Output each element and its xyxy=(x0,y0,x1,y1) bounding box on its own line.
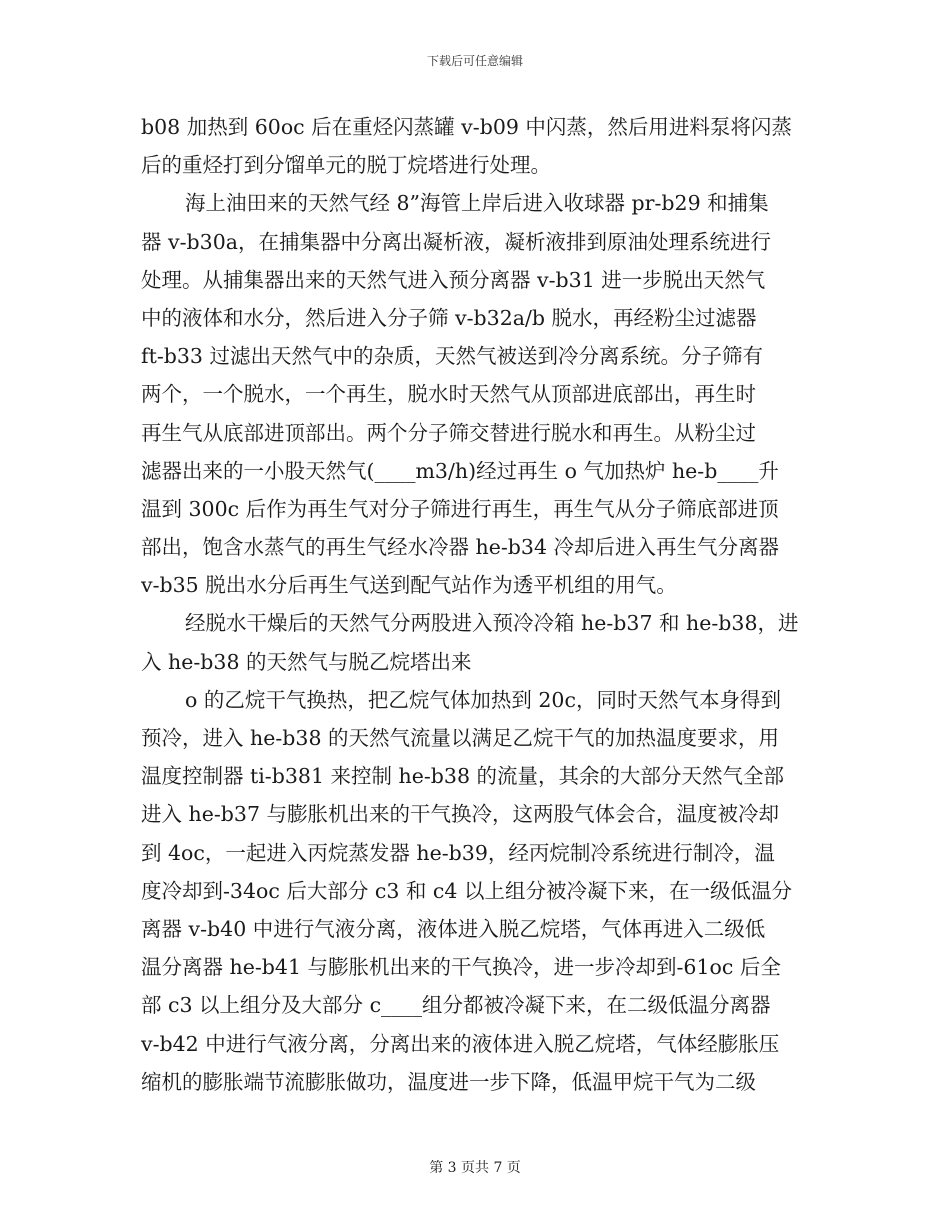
text-line: 度冷却到-34oc 后大部分 c3 和 c4 以上组分被冷凝下来，在一级低温分 xyxy=(141,878,792,903)
text-line: 器 v-b30a，在捕集器中分离出凝析液，凝析液排到原油处理系统进行 xyxy=(141,229,771,254)
text-line: 后的重烃打到分馏单元的脱丁烷塔进行处理。 xyxy=(141,153,551,178)
text-line: v-b35 脱出水分后再生气送到配气站作为透平机组的用气。 xyxy=(141,573,677,598)
text-line: 温到 300c 后作为再生气对分子筛进行再生，再生气从分子筛底部进顶 xyxy=(141,496,779,521)
text-line: b08 加热到 60oc 后在重烃闪蒸罐 v-b09 中闪蒸，然后用进料泵将闪蒸 xyxy=(141,115,792,139)
text-line: 入 he-b38 的天然气与脱乙烷塔出来 xyxy=(141,649,472,674)
text-line: 缩机的膨胀端节流膨胀做功，温度进一步下降，低温甲烷干气为二级 xyxy=(141,1069,756,1094)
text-line: 进入 he-b37 与膨胀机出来的干气换冷，这两股气体会合，温度被冷却 xyxy=(141,802,780,827)
text-line: 预冷，进入 he-b38 的天然气流量以满足乙烷干气的加热温度要求，用 xyxy=(141,726,780,750)
text-line: ft-b33 过滤出天然气中的杂质，天然气被送到冷分离系统。分子筛有 xyxy=(141,344,763,369)
text-line: 温度控制器 ti-b381 来控制 he-b38 的流量，其余的大部分天然气全部 xyxy=(141,764,785,789)
text-line: 温分离器 he-b41 与膨胀机出来的干气换冷，进一步冷却到-61oc 后全 xyxy=(141,955,781,980)
text-line: 经脱水干燥后的天然气分两股进入预冷冷箱 he-b37 和 he-b38，进 xyxy=(185,611,799,636)
text-line: v-b42 中进行气液分离，分离出来的液体进入脱乙烷塔，气体经膨胀压 xyxy=(141,1031,780,1056)
text-line: 部出，饱含水蒸气的再生气经水冷器 he-b34 冷却后进入再生气分离器 xyxy=(141,535,780,560)
text-line: o 的乙烷干气换热，把乙烷气体加热到 20c，同时天然气本身得到 xyxy=(185,687,781,712)
text-line: 滤器出来的一小股天然气(____m3/h)经过再生 o 气加热炉 he-b____升 xyxy=(141,458,779,483)
document-body xyxy=(141,108,809,1101)
text-line: 离器 v-b40 中进行气液分离，液体进入脱乙烷塔，气体再进入二级低 xyxy=(141,916,766,941)
text-line: 处理。从捕集器出来的天然气进入预分离器 v-b31 进一步脱出天然气 xyxy=(141,267,766,292)
text-line: 部 c3 以上组分及大部分 c____组分都被冷凝下来，在二级低温分离器 xyxy=(141,993,771,1018)
text-line: 再生气从底部进顶部出。两个分子筛交替进行脱水和再生。从粉尘过 xyxy=(141,420,756,445)
text-line: 海上油田来的天然气经 8”海管上岸后进入收球器 pr-b29 和捕集 xyxy=(185,191,769,216)
text-line: 两个，一个脱水，一个再生，脱水时天然气从顶部进底部出，再生时 xyxy=(141,382,756,407)
text-line: 中的液体和水分，然后进入分子筛 v-b32a/b 脱水，再经粉尘过滤器 xyxy=(141,305,757,330)
page-number: 第 3 页共 7 页 xyxy=(429,1160,521,1176)
page-header: 下载后可任意编辑 xyxy=(426,54,523,68)
text-line: 到 4oc，一起进入丙烷蒸发器 he-b39，经丙烷制冷系统进行制冷，温 xyxy=(141,840,775,865)
